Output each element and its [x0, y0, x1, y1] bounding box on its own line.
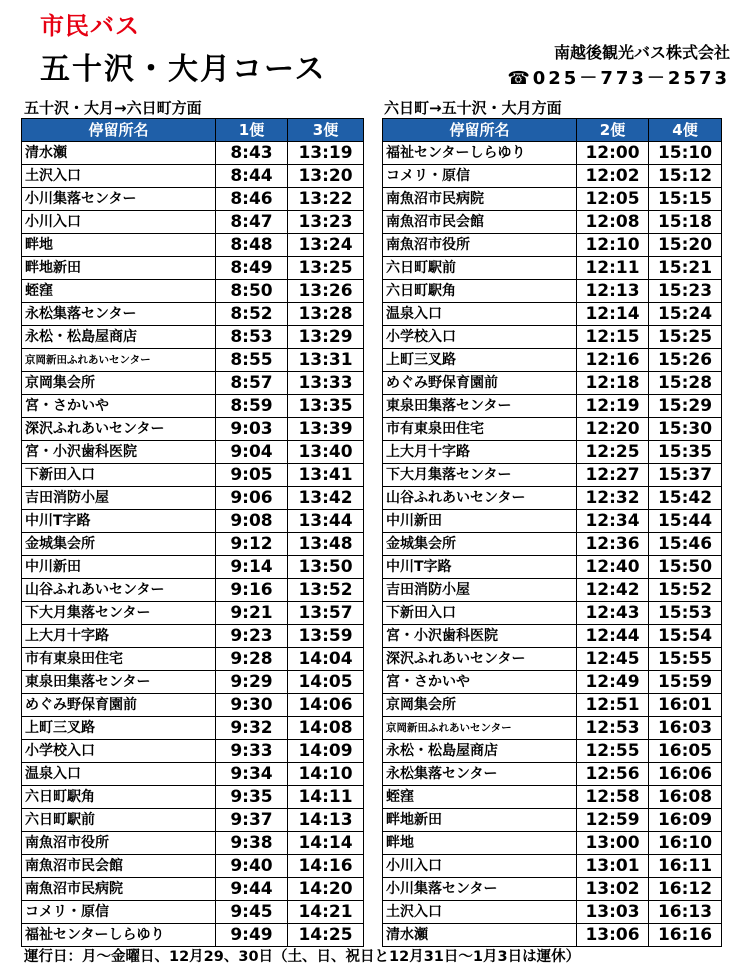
departure-time-cell: 8:53: [216, 326, 288, 349]
stop-name-cell: 蛭窪: [383, 786, 577, 809]
departure-time-cell: 12:15: [577, 326, 649, 349]
departure-time-cell: 15:59: [649, 671, 722, 694]
table-row: [383, 648, 722, 671]
table-row: [22, 464, 364, 487]
departure-time-cell: 12:14: [577, 303, 649, 326]
table-row: [22, 418, 364, 441]
table-row: [22, 809, 364, 832]
stop-name-cell: めぐみ野保育園前: [383, 372, 577, 395]
table-row: [22, 372, 364, 395]
departure-time-cell: 15:21: [649, 257, 722, 280]
table-row: [383, 303, 722, 326]
column-header-trip-4: 4便: [649, 119, 722, 142]
table-row: [383, 510, 722, 533]
departure-time-cell: 9:05: [216, 464, 288, 487]
stop-name-cell: 六日町駅前: [22, 809, 216, 832]
stop-name-cell: 東泉田集落センター: [383, 395, 577, 418]
stop-name-cell: 南魚沼市役所: [22, 832, 216, 855]
departure-time-cell: 14:21: [288, 901, 364, 924]
stop-name-cell: 京岡新田ふれあいセンター: [22, 349, 216, 372]
departure-time-cell: 12:55: [577, 740, 649, 763]
stop-name-cell: コメリ・原信: [383, 165, 577, 188]
stop-name-cell: 金城集会所: [22, 533, 216, 556]
departure-time-cell: 12:36: [577, 533, 649, 556]
departure-time-cell: 8:52: [216, 303, 288, 326]
table-row: [22, 441, 364, 464]
departure-time-cell: 13:35: [288, 395, 364, 418]
departure-time-cell: 13:28: [288, 303, 364, 326]
stop-name-cell: 上大月十字路: [383, 441, 577, 464]
stop-name-cell: 南魚沼市民病院: [22, 878, 216, 901]
stop-name-cell: 温泉入口: [383, 303, 577, 326]
table-row: [22, 533, 364, 556]
departure-time-cell: 9:16: [216, 579, 288, 602]
stop-name-cell: 清水瀬: [383, 924, 577, 947]
departure-time-cell: 14:08: [288, 717, 364, 740]
table-row: [383, 832, 722, 855]
departure-time-cell: 15:18: [649, 211, 722, 234]
departure-time-cell: 12:43: [577, 602, 649, 625]
departure-time-cell: 9:33: [216, 740, 288, 763]
table-row: [22, 303, 364, 326]
table-row: [383, 602, 722, 625]
stop-name-cell: 上町三叉路: [22, 717, 216, 740]
table-row: [383, 579, 722, 602]
table-row: [22, 165, 364, 188]
departure-time-cell: 14:13: [288, 809, 364, 832]
stop-name-cell: 南魚沼市民会館: [383, 211, 577, 234]
departure-time-cell: 15:30: [649, 418, 722, 441]
stop-name-cell: 深沢ふれあいセンター: [22, 418, 216, 441]
table-row: [383, 211, 722, 234]
departure-time-cell: 13:24: [288, 234, 364, 257]
departure-time-cell: 13:40: [288, 441, 364, 464]
stop-name-cell: めぐみ野保育園前: [22, 694, 216, 717]
departure-time-cell: 14:14: [288, 832, 364, 855]
departure-time-cell: 9:29: [216, 671, 288, 694]
departure-time-cell: 16:12: [649, 878, 722, 901]
stop-name-cell: 下大月集落センター: [383, 464, 577, 487]
table-row: [383, 326, 722, 349]
course-title: 五十沢・大月コース: [40, 52, 327, 87]
stop-name-cell: 市有東泉田住宅: [22, 648, 216, 671]
departure-time-cell: 14:06: [288, 694, 364, 717]
departure-time-cell: 13:19: [288, 142, 364, 165]
departure-time-cell: 13:39: [288, 418, 364, 441]
departure-time-cell: 9:38: [216, 832, 288, 855]
departure-time-cell: 16:09: [649, 809, 722, 832]
stop-name-cell: 福祉センターしらゆり: [22, 924, 216, 947]
departure-time-cell: 12:27: [577, 464, 649, 487]
table-row: [22, 257, 364, 280]
departure-time-cell: 12:51: [577, 694, 649, 717]
departure-time-cell: 14:11: [288, 786, 364, 809]
departure-time-cell: 9:37: [216, 809, 288, 832]
stop-name-cell: 市有東泉田住宅: [383, 418, 577, 441]
departure-time-cell: 8:50: [216, 280, 288, 303]
stop-name-cell: 南魚沼市民病院: [383, 188, 577, 211]
table-row: [22, 234, 364, 257]
table-row: [383, 786, 722, 809]
departure-time-cell: 14:16: [288, 855, 364, 878]
departure-time-cell: 8:44: [216, 165, 288, 188]
stop-name-cell: 小川集落センター: [383, 878, 577, 901]
departure-time-cell: 12:13: [577, 280, 649, 303]
departure-time-cell: 15:20: [649, 234, 722, 257]
table-row: [22, 510, 364, 533]
stop-name-cell: 京岡集会所: [22, 372, 216, 395]
departure-time-cell: 12:34: [577, 510, 649, 533]
departure-time-cell: 8:57: [216, 372, 288, 395]
departure-time-cell: 15:28: [649, 372, 722, 395]
departure-time-cell: 15:12: [649, 165, 722, 188]
stop-name-cell: 下大月集落センター: [22, 602, 216, 625]
departure-time-cell: 15:37: [649, 464, 722, 487]
departure-time-cell: 13:06: [577, 924, 649, 947]
table-row: [22, 694, 364, 717]
stop-name-cell: 中川新田: [383, 510, 577, 533]
stop-name-cell: 深沢ふれあいセンター: [383, 648, 577, 671]
departure-time-cell: 13:42: [288, 487, 364, 510]
departure-time-cell: 8:48: [216, 234, 288, 257]
departure-time-cell: 12:32: [577, 487, 649, 510]
stop-name-cell: 永松集落センター: [22, 303, 216, 326]
departure-time-cell: 9:08: [216, 510, 288, 533]
stop-name-cell: 永松・松島屋商店: [383, 740, 577, 763]
stop-name-cell: 蛭窪: [22, 280, 216, 303]
departure-time-cell: 15:25: [649, 326, 722, 349]
table-row: [22, 556, 364, 579]
table-row: [383, 257, 722, 280]
departure-time-cell: 15:15: [649, 188, 722, 211]
table-row: [22, 763, 364, 786]
departure-time-cell: 9:03: [216, 418, 288, 441]
table-row: [22, 280, 364, 303]
stop-name-cell: 温泉入口: [22, 763, 216, 786]
column-header-stop: 停留所名: [22, 119, 216, 142]
departure-time-cell: 14:25: [288, 924, 364, 947]
departure-time-cell: 15:42: [649, 487, 722, 510]
departure-time-cell: 12:42: [577, 579, 649, 602]
departure-time-cell: 13:33: [288, 372, 364, 395]
departure-time-cell: 15:26: [649, 349, 722, 372]
table-row: [383, 395, 722, 418]
departure-time-cell: 12:45: [577, 648, 649, 671]
departure-time-cell: 15:29: [649, 395, 722, 418]
company-name: 南越後観光バス株式会社: [553, 43, 730, 62]
stop-name-cell: 六日町駅前: [383, 257, 577, 280]
departure-time-cell: 13:44: [288, 510, 364, 533]
table-row: [383, 694, 722, 717]
departure-time-cell: 12:56: [577, 763, 649, 786]
stop-name-cell: 京岡新田ふれあいセンター: [383, 717, 577, 740]
inbound-timetable: [382, 118, 722, 947]
stop-name-cell: 六日町駅角: [22, 786, 216, 809]
departure-time-cell: 8:49: [216, 257, 288, 280]
stop-name-cell: 宮・さかいや: [383, 671, 577, 694]
stop-name-cell: 山谷ふれあいセンター: [22, 579, 216, 602]
table-row: [22, 740, 364, 763]
stop-name-cell: 福祉センターしらゆり: [383, 142, 577, 165]
departure-time-cell: 15:46: [649, 533, 722, 556]
departure-time-cell: 13:57: [288, 602, 364, 625]
stop-name-cell: 畔地新田: [383, 809, 577, 832]
departure-time-cell: 16:06: [649, 763, 722, 786]
departure-time-cell: 14:05: [288, 671, 364, 694]
table-row: [383, 349, 722, 372]
table-row: [383, 878, 722, 901]
departure-time-cell: 13:59: [288, 625, 364, 648]
phone-number: ☎025－773－2573: [507, 68, 730, 89]
table-row: [383, 625, 722, 648]
departure-time-cell: 13:25: [288, 257, 364, 280]
stop-name-cell: 上町三叉路: [383, 349, 577, 372]
departure-time-cell: 12:19: [577, 395, 649, 418]
stop-name-cell: 南魚沼市民会館: [22, 855, 216, 878]
departure-time-cell: 12:18: [577, 372, 649, 395]
table-row: [383, 418, 722, 441]
stop-name-cell: 吉田消防小屋: [22, 487, 216, 510]
stop-name-cell: 清水瀬: [22, 142, 216, 165]
table-row: [22, 142, 364, 165]
departure-time-cell: 12:40: [577, 556, 649, 579]
departure-time-cell: 12:20: [577, 418, 649, 441]
column-header-trip-3: 3便: [288, 119, 364, 142]
departure-time-cell: 15:54: [649, 625, 722, 648]
stop-name-cell: 中川新田: [22, 556, 216, 579]
table-row: [22, 648, 364, 671]
departure-time-cell: 9:44: [216, 878, 288, 901]
departure-time-cell: 12:08: [577, 211, 649, 234]
stop-name-cell: コメリ・原信: [22, 901, 216, 924]
departure-time-cell: 9:30: [216, 694, 288, 717]
departure-time-cell: 12:53: [577, 717, 649, 740]
departure-time-cell: 9:32: [216, 717, 288, 740]
departure-time-cell: 14:10: [288, 763, 364, 786]
departure-time-cell: 12:59: [577, 809, 649, 832]
table-row: [383, 533, 722, 556]
table-row: [22, 395, 364, 418]
departure-time-cell: 15:53: [649, 602, 722, 625]
departure-time-cell: 13:22: [288, 188, 364, 211]
departure-time-cell: 13:03: [577, 901, 649, 924]
table-row: [22, 602, 364, 625]
stop-name-cell: 上大月十字路: [22, 625, 216, 648]
departure-time-cell: 16:05: [649, 740, 722, 763]
departure-time-cell: 16:13: [649, 901, 722, 924]
departure-time-cell: 15:50: [649, 556, 722, 579]
table-row: [383, 924, 722, 947]
departure-time-cell: 8:55: [216, 349, 288, 372]
table-row: [22, 786, 364, 809]
departure-time-cell: 13:41: [288, 464, 364, 487]
stop-name-cell: 宮・さかいや: [22, 395, 216, 418]
departure-time-cell: 15:24: [649, 303, 722, 326]
departure-time-cell: 12:00: [577, 142, 649, 165]
table-row: [383, 165, 722, 188]
stop-name-cell: 南魚沼市役所: [383, 234, 577, 257]
table-row: [22, 717, 364, 740]
table-row: [383, 188, 722, 211]
departure-time-cell: 9:35: [216, 786, 288, 809]
departure-time-cell: 9:06: [216, 487, 288, 510]
inbound-title: 六日町→五十沢・大月方面: [384, 99, 562, 117]
stop-name-cell: 中川T字路: [383, 556, 577, 579]
departure-time-cell: 16:11: [649, 855, 722, 878]
departure-time-cell: 9:14: [216, 556, 288, 579]
table-row: [22, 326, 364, 349]
departure-time-cell: 14:20: [288, 878, 364, 901]
stop-name-cell: 宮・小沢歯科医院: [22, 441, 216, 464]
departure-time-cell: 13:31: [288, 349, 364, 372]
departure-time-cell: 15:35: [649, 441, 722, 464]
departure-time-cell: 14:04: [288, 648, 364, 671]
stop-name-cell: 中川T字路: [22, 510, 216, 533]
table-row: [383, 717, 722, 740]
departure-time-cell: 15:52: [649, 579, 722, 602]
service-badge: 市民バス: [40, 12, 140, 40]
table-row: [383, 763, 722, 786]
departure-time-cell: 9:40: [216, 855, 288, 878]
departure-time-cell: 9:23: [216, 625, 288, 648]
departure-time-cell: 12:02: [577, 165, 649, 188]
stop-name-cell: 小川入口: [383, 855, 577, 878]
table-row: [383, 441, 722, 464]
operating-days-note: 運行日：月～金曜日、12月29、30日（土、日、祝日と12月31日～1月3日は運休）: [24, 949, 581, 965]
stop-name-cell: 小川集落センター: [22, 188, 216, 211]
departure-time-cell: 8:47: [216, 211, 288, 234]
departure-time-cell: 13:26: [288, 280, 364, 303]
departure-time-cell: 8:59: [216, 395, 288, 418]
table-row: [383, 372, 722, 395]
table-row: [383, 464, 722, 487]
departure-time-cell: 13:52: [288, 579, 364, 602]
departure-time-cell: 13:50: [288, 556, 364, 579]
departure-time-cell: 9:34: [216, 763, 288, 786]
table-row: [22, 579, 364, 602]
departure-time-cell: 9:49: [216, 924, 288, 947]
departure-time-cell: 8:46: [216, 188, 288, 211]
departure-time-cell: 13:00: [577, 832, 649, 855]
departure-time-cell: 9:45: [216, 901, 288, 924]
column-header-stop: 停留所名: [383, 119, 577, 142]
departure-time-cell: 15:10: [649, 142, 722, 165]
departure-time-cell: 16:16: [649, 924, 722, 947]
departure-time-cell: 16:01: [649, 694, 722, 717]
stop-name-cell: 東泉田集落センター: [22, 671, 216, 694]
table-row: [383, 671, 722, 694]
stop-name-cell: 山谷ふれあいセンター: [383, 487, 577, 510]
outbound-timetable: [21, 118, 364, 947]
departure-time-cell: 13:29: [288, 326, 364, 349]
stop-name-cell: 六日町駅角: [383, 280, 577, 303]
table-row: [22, 855, 364, 878]
departure-time-cell: 16:03: [649, 717, 722, 740]
departure-time-cell: 12:10: [577, 234, 649, 257]
table-row: [383, 740, 722, 763]
table-header-row: [383, 119, 722, 142]
stop-name-cell: 小川入口: [22, 211, 216, 234]
departure-time-cell: 12:16: [577, 349, 649, 372]
departure-time-cell: 9:21: [216, 602, 288, 625]
outbound-title: 五十沢・大月→六日町方面: [24, 99, 202, 117]
table-row: [22, 924, 364, 947]
departure-time-cell: 15:23: [649, 280, 722, 303]
stop-name-cell: 畔地: [383, 832, 577, 855]
stop-name-cell: 金城集会所: [383, 533, 577, 556]
table-row: [383, 855, 722, 878]
departure-time-cell: 13:01: [577, 855, 649, 878]
stop-name-cell: 畔地新田: [22, 257, 216, 280]
stop-name-cell: 小学校入口: [383, 326, 577, 349]
departure-time-cell: 13:48: [288, 533, 364, 556]
column-header-trip-2: 2便: [577, 119, 649, 142]
table-row: [383, 234, 722, 257]
departure-time-cell: 12:44: [577, 625, 649, 648]
departure-time-cell: 12:05: [577, 188, 649, 211]
table-row: [22, 832, 364, 855]
departure-time-cell: 13:23: [288, 211, 364, 234]
stop-name-cell: 畔地: [22, 234, 216, 257]
table-row: [22, 878, 364, 901]
table-row: [22, 625, 364, 648]
departure-time-cell: 15:44: [649, 510, 722, 533]
stop-name-cell: 吉田消防小屋: [383, 579, 577, 602]
departure-time-cell: 13:20: [288, 165, 364, 188]
departure-time-cell: 12:11: [577, 257, 649, 280]
table-header-row: [22, 119, 364, 142]
table-row: [383, 809, 722, 832]
table-row: [22, 487, 364, 510]
departure-time-cell: 9:12: [216, 533, 288, 556]
departure-time-cell: 12:49: [577, 671, 649, 694]
departure-time-cell: 13:02: [577, 878, 649, 901]
table-row: [383, 142, 722, 165]
departure-time-cell: 12:25: [577, 441, 649, 464]
departure-time-cell: 8:43: [216, 142, 288, 165]
stop-name-cell: 永松・松島屋商店: [22, 326, 216, 349]
departure-time-cell: 12:58: [577, 786, 649, 809]
table-row: [22, 349, 364, 372]
stop-name-cell: 土沢入口: [383, 901, 577, 924]
table-row: [383, 556, 722, 579]
table-row: [383, 280, 722, 303]
table-row: [22, 188, 364, 211]
column-header-trip-1: 1便: [216, 119, 288, 142]
stop-name-cell: 小学校入口: [22, 740, 216, 763]
departure-time-cell: 9:04: [216, 441, 288, 464]
table-row: [22, 671, 364, 694]
departure-time-cell: 14:09: [288, 740, 364, 763]
stop-name-cell: 宮・小沢歯科医院: [383, 625, 577, 648]
table-row: [22, 211, 364, 234]
stop-name-cell: 下新田入口: [383, 602, 577, 625]
stop-name-cell: 永松集落センター: [383, 763, 577, 786]
departure-time-cell: 16:08: [649, 786, 722, 809]
stop-name-cell: 京岡集会所: [383, 694, 577, 717]
stop-name-cell: 下新田入口: [22, 464, 216, 487]
table-row: [383, 901, 722, 924]
table-row: [383, 487, 722, 510]
stop-name-cell: 土沢入口: [22, 165, 216, 188]
departure-time-cell: 9:28: [216, 648, 288, 671]
departure-time-cell: 16:10: [649, 832, 722, 855]
departure-time-cell: 15:55: [649, 648, 722, 671]
table-row: [22, 901, 364, 924]
